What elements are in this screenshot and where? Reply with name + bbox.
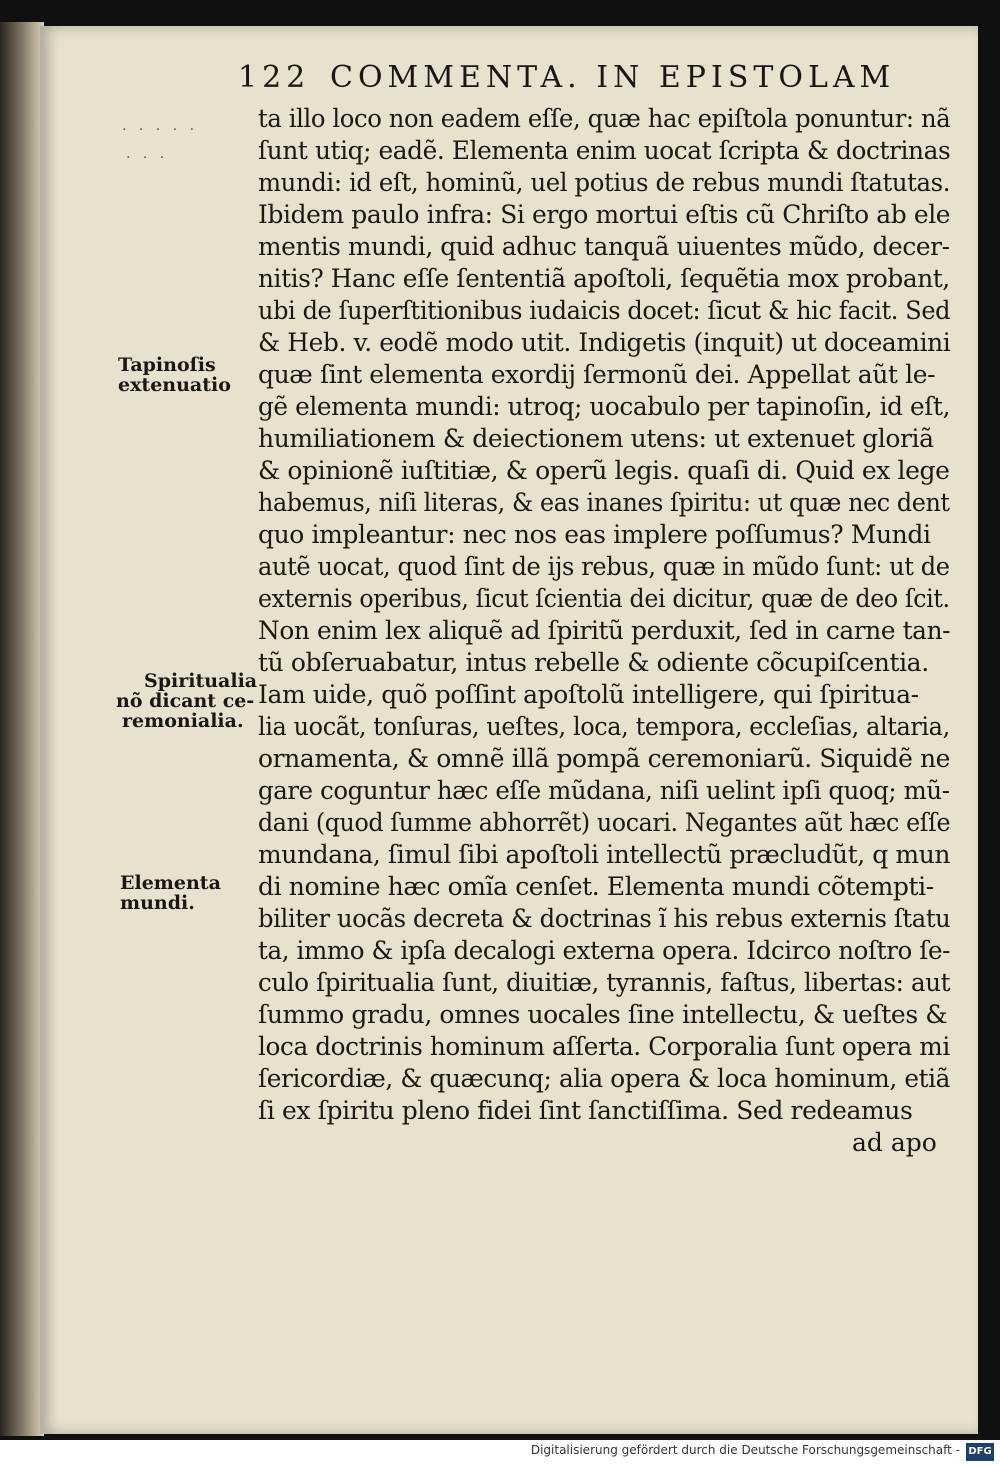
margin-note-line: Elementa — [120, 872, 221, 894]
catchword: ad apo — [852, 1128, 937, 1157]
text-line: & Heb. v. eodẽ modo utit. Indigetis (inquit) ut doceamini — [258, 328, 951, 357]
page-number: 122 — [238, 60, 311, 95]
text-line: ornamenta, & omnẽ illã pompã ceremoniarũ. Siquidẽ ne — [258, 744, 951, 773]
margin-note-spiritualia — [116, 670, 258, 732]
text-line: mundana, ſimul ſibi apoſtoli intellectũ præcludũt, q mun — [258, 840, 951, 869]
footer-credit: Digitalisierung gefördert durch die Deutsche Forschungsgemeinschaft - — [530, 1443, 960, 1457]
text-line: externis operibus, ſicut ſcientia dei dicitur, quæ de deo ſcit. — [258, 584, 950, 613]
running-header — [238, 60, 918, 100]
text-line: quo impleantur: nec nos eas implere poſſumus? Mundi — [258, 520, 931, 549]
text-line: ſunt utiq; eadẽ. Elementa enim uocat ſcripta & doctrinas — [258, 136, 951, 165]
margin-note-line: mundi. — [120, 892, 195, 914]
text-line: ſummo gradu, omnes uocales ſine intellectu, & ueſtes & — [258, 1000, 948, 1029]
text-line: ſericordiæ, & quæcunq; alia opera & loca hominum, etiã — [258, 1064, 951, 1093]
text-line: gẽ elementa mundi: utroq; uocabulo per tapinoſin, id eſt, — [258, 392, 951, 421]
text-line: autẽ uocat, quod ſint de ijs rebus, quæ in mũdo ſunt: ut de — [258, 552, 950, 581]
running-title: COMMENTA. IN EPISTOLAM — [330, 60, 896, 95]
text-line: mundi: id eſt, hominũ, uel potius de rebus mundi ſtatutas. — [258, 168, 951, 197]
text-line: tũ obſeruabatur, intus rebelle & odiente cõcupiſcentia. — [258, 648, 929, 677]
text-line: Ibidem paulo infra: Si ergo mortui eſtis cũ Chriſto ab ele — [258, 200, 951, 229]
margin-note-line: nõ dicant ce- — [116, 690, 255, 712]
text-line: nitis? Hanc eſſe ſententiã apoſtoli, ſequẽtia mox probant, — [258, 264, 950, 293]
text-line: gare coguntur hæc eſſe mũdana, niſi uelint ipſi quoq; mũ- — [258, 776, 950, 805]
text-line: lia uocãt, tonſuras, ueſtes, loca, tempora, eccleſias, altaria, — [258, 712, 950, 741]
text-line: ta, immo & ipſa decalogi externa opera. Idcirco noſtro ſe- — [258, 936, 951, 965]
text-line: humiliationem & deiectionem utens: ut extenuet gloriã — [258, 424, 934, 453]
margin-note-line: extenuatio — [118, 374, 231, 396]
text-line: & opinionẽ iuſtitiæ, & operũ legis. quaſi di. Quid ex lege — [258, 456, 950, 485]
margin-note-line: remonialia. — [122, 710, 244, 732]
digitization-footer — [0, 1440, 1000, 1466]
dfg-logo: DFG — [966, 1443, 994, 1461]
text-line: culo ſpiritualia ſunt, diuitiæ, tyrannis, faſtus, libertas: aut — [258, 968, 951, 997]
text-line: quæ ſint elementa exordij ſermonũ dei. Appellat aũt le- — [258, 360, 936, 389]
ink-smudge: . . . — [126, 146, 169, 162]
margin-note-tapinosis — [118, 356, 253, 396]
margin-note-elementa — [120, 874, 255, 914]
ink-smudge: . . . . . — [122, 118, 199, 134]
text-line: Iam uide, quõ poſſint apoſtolũ intelligere, qui ſpiritua- — [258, 680, 919, 709]
text-line: Non enim lex aliquẽ ad ſpiritũ perduxit, ſed in carne tan- — [258, 616, 951, 645]
text-line: ſi ex ſpiritu pleno fidei ſint ſanctiſſima. Sed redeamus — [258, 1096, 913, 1125]
text-line: loca doctrinis hominum aſſerta. Corporalia ſunt opera mi — [258, 1032, 950, 1061]
text-line: ubi de ſuperſtitionibus iudaicis docet: ſicut & hic facit. Sed — [258, 296, 951, 325]
margin-note-line: Tapinoſis — [118, 354, 216, 376]
text-line: ta illo loco non eadem eſſe, quæ hac epiſtola ponuntur: nã — [258, 104, 951, 133]
text-line: dani (quod ſumme abhorrẽt) uocari. Negantes aũt hæc eſſe — [258, 808, 951, 837]
text-line: di nomine hæc omĩa cenſet. Elementa mundi cõtempti- — [258, 872, 934, 901]
text-line: habemus, niſi literas, & eas inanes ſpiritu: ut quæ nec dent — [258, 488, 950, 517]
text-line: mentis mundi, quid adhuc tanquã uiuentes mũdo, decer- — [258, 232, 950, 261]
margin-note-line: Spiritualia — [144, 670, 258, 692]
page-edge — [0, 22, 44, 1436]
text-line: biliter uocãs decreta & doctrinas ĩ his rebus externis ſtatu — [258, 904, 951, 933]
